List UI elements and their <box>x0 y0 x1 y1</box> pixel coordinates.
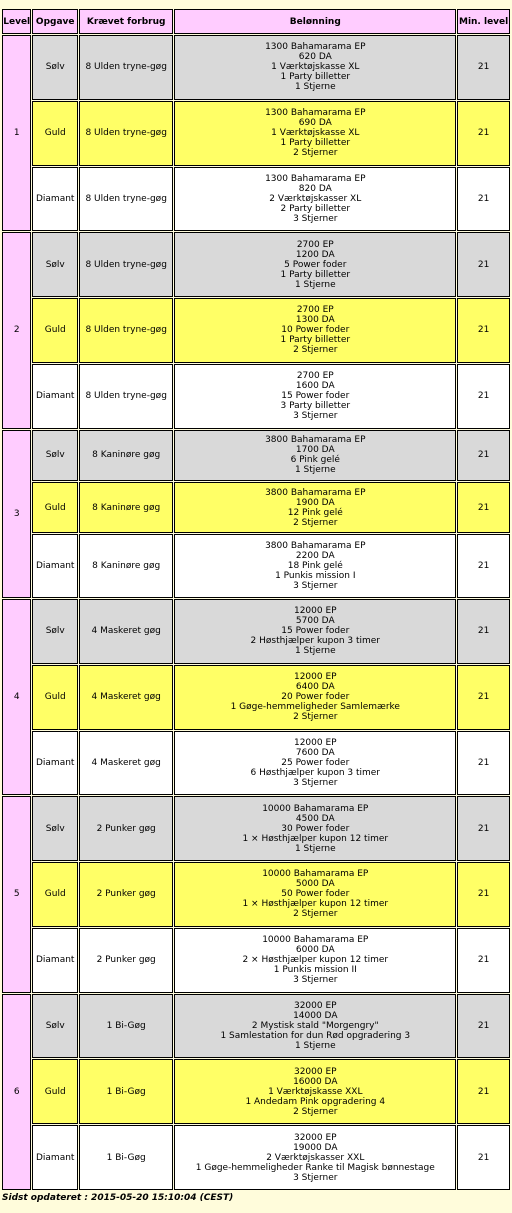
reward-cell: 2700 EP 1200 DA 5 Power foder 1 Party billetter 1 Stjerne <box>174 232 456 297</box>
min-level-cell: 21 <box>457 364 510 429</box>
table-row <box>2 731 510 796</box>
consumption-cell: 8 Kaninøre gøg <box>79 482 173 533</box>
table-row <box>2 232 510 297</box>
consumption-cell: 2 Punker gøg <box>79 796 173 861</box>
reward-cell: 1300 Bahamarama EP 620 DA 1 Værktøjskasse XL 1 Party billetter 1 Stjerne <box>174 35 456 100</box>
task-cell: Guld <box>32 1059 78 1124</box>
task-cell: Guld <box>32 298 78 363</box>
last-updated: Sidst opdateret : 2015-05-20 15:10:04 (CEST) <box>2 1193 234 1203</box>
task-cell: Sølv <box>32 35 78 100</box>
reward-cell: 10000 Bahamarama EP 6000 DA 2 × Høsthjælper kupon 12 timer 1 Punkis mission II 3 Stjerner <box>174 928 456 993</box>
table-row <box>2 796 510 861</box>
table-row <box>2 994 510 1059</box>
level-cell: 5 <box>2 796 31 992</box>
table-row <box>2 482 510 533</box>
table-row <box>2 298 510 363</box>
header-reward: Belønning <box>174 9 456 34</box>
reward-cell: 3800 Bahamarama EP 1900 DA 12 Pink gelé 2 Stjerner <box>174 482 456 533</box>
consumption-cell: 1 Bi-Gøg <box>79 994 173 1059</box>
reward-cell: 2700 EP 1300 DA 10 Power foder 1 Party billetter 2 Stjerner <box>174 298 456 363</box>
min-level-cell: 21 <box>457 862 510 927</box>
level-cell: 6 <box>2 994 31 1190</box>
header-row <box>2 9 510 34</box>
task-cell: Sølv <box>32 232 78 297</box>
table-row <box>2 862 510 927</box>
min-level-cell: 21 <box>457 928 510 993</box>
task-cell: Diamant <box>32 1125 78 1190</box>
min-level-cell: 21 <box>457 534 510 598</box>
min-level-cell: 21 <box>457 731 510 796</box>
consumption-cell: 1 Bi-Gøg <box>79 1125 173 1190</box>
level-cell: 3 <box>2 430 31 599</box>
consumption-cell: 2 Punker gøg <box>79 862 173 927</box>
consumption-cell: 8 Kaninøre gøg <box>79 430 173 481</box>
task-cell: Diamant <box>32 534 78 598</box>
task-cell: Diamant <box>32 167 78 232</box>
reward-cell: 1300 Bahamarama EP 820 DA 2 Værktøjskasser XL 2 Party billetter 3 Stjerner <box>174 167 456 232</box>
min-level-cell: 21 <box>457 167 510 232</box>
reward-cell: 12000 EP 5700 DA 15 Power foder 2 Høsthjælper kupon 3 timer 1 Stjerne <box>174 599 456 664</box>
table-row <box>2 1125 510 1190</box>
table-row <box>2 665 510 730</box>
task-cell: Sølv <box>32 430 78 481</box>
level-cell: 4 <box>2 599 31 795</box>
consumption-cell: 8 Ulden tryne-gøg <box>79 35 173 100</box>
task-cell: Guld <box>32 482 78 533</box>
min-level-cell: 21 <box>457 35 510 100</box>
task-cell: Guld <box>32 665 78 730</box>
rewards-table <box>1 8 511 1191</box>
min-level-cell: 21 <box>457 796 510 861</box>
reward-cell: 10000 Bahamarama EP 5000 DA 50 Power foder 1 × Høsthjælper kupon 12 timer 2 Stjerner <box>174 862 456 927</box>
min-level-cell: 21 <box>457 1125 510 1190</box>
table-body <box>2 35 510 1190</box>
task-cell: Diamant <box>32 364 78 429</box>
table-row <box>2 35 510 100</box>
reward-cell: 12000 EP 7600 DA 25 Power foder 6 Høsthjælper kupon 3 timer 3 Stjerner <box>174 731 456 796</box>
reward-cell: 32000 EP 16000 DA 1 Værktøjskasse XXL 1 Andedam Pink opgradering 4 2 Stjerner <box>174 1059 456 1124</box>
task-cell: Sølv <box>32 994 78 1059</box>
reward-cell: 3800 Bahamarama EP 1700 DA 6 Pink gelé 1 Stjerne <box>174 430 456 481</box>
min-level-cell: 21 <box>457 994 510 1059</box>
table-row <box>2 534 510 598</box>
header-consumption: Krævet forbrug <box>79 9 173 34</box>
level-cell: 1 <box>2 35 31 231</box>
consumption-cell: 4 Maskeret gøg <box>79 731 173 796</box>
min-level-cell: 21 <box>457 298 510 363</box>
table-row <box>2 167 510 232</box>
reward-cell: 2700 EP 1600 DA 15 Power foder 3 Party billetter 3 Stjerner <box>174 364 456 429</box>
min-level-cell: 21 <box>457 482 510 533</box>
reward-cell: 10000 Bahamarama EP 4500 DA 30 Power foder 1 × Høsthjælper kupon 12 timer 1 Stjerne <box>174 796 456 861</box>
consumption-cell: 8 Ulden tryne-gøg <box>79 364 173 429</box>
consumption-cell: 4 Maskeret gøg <box>79 665 173 730</box>
consumption-cell: 8 Ulden tryne-gøg <box>79 167 173 232</box>
table-row <box>2 1059 510 1124</box>
consumption-cell: 1 Bi-Gøg <box>79 1059 173 1124</box>
min-level-cell: 21 <box>457 232 510 297</box>
task-cell: Diamant <box>32 928 78 993</box>
consumption-cell: 8 Ulden tryne-gøg <box>79 298 173 363</box>
task-cell: Diamant <box>32 731 78 796</box>
header-min-level: Min. level <box>457 9 510 34</box>
consumption-cell: 8 Ulden tryne-gøg <box>79 101 173 166</box>
task-cell: Guld <box>32 101 78 166</box>
min-level-cell: 21 <box>457 101 510 166</box>
table-row <box>2 101 510 166</box>
reward-cell: 32000 EP 14000 DA 2 Mystisk stald "Morgengry" 1 Samlestation for dun Rød opgradering 3 1 Stjerne <box>174 994 456 1059</box>
header-level: Level <box>2 9 31 34</box>
task-cell: Guld <box>32 862 78 927</box>
reward-cell: 3800 Bahamarama EP 2200 DA 18 Pink gelé 1 Punkis mission I 3 Stjerner <box>174 534 456 598</box>
min-level-cell: 21 <box>457 599 510 664</box>
task-cell: Sølv <box>32 796 78 861</box>
reward-cell: 12000 EP 6400 DA 20 Power foder 1 Gøge-hemmeligheder Samlemærke 2 Stjerner <box>174 665 456 730</box>
min-level-cell: 21 <box>457 430 510 481</box>
min-level-cell: 21 <box>457 1059 510 1124</box>
header-task: Opgave <box>32 9 78 34</box>
min-level-cell: 21 <box>457 665 510 730</box>
table-row <box>2 928 510 993</box>
consumption-cell: 4 Maskeret gøg <box>79 599 173 664</box>
consumption-cell: 8 Kaninøre gøg <box>79 534 173 598</box>
reward-cell: 32000 EP 19000 DA 2 Værktøjskasser XXL 1 Gøge-hemmeligheder Ranke til Magisk bønnestage 3 Stjerner <box>174 1125 456 1190</box>
level-cell: 2 <box>2 232 31 428</box>
table-row <box>2 364 510 429</box>
table-row <box>2 430 510 481</box>
table-row <box>2 599 510 664</box>
reward-cell: 1300 Bahamarama EP 690 DA 1 Værktøjskasse XL 1 Party billetter 2 Stjerner <box>174 101 456 166</box>
consumption-cell: 2 Punker gøg <box>79 928 173 993</box>
task-cell: Sølv <box>32 599 78 664</box>
consumption-cell: 8 Ulden tryne-gøg <box>79 232 173 297</box>
